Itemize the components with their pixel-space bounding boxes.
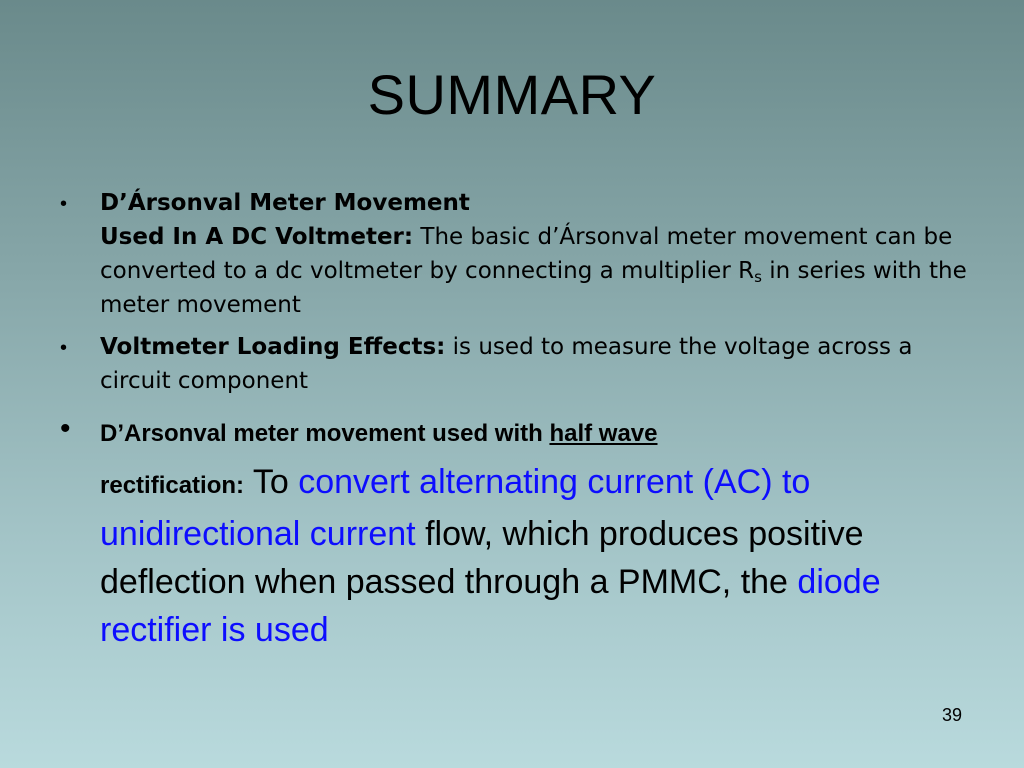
bullet-item-loading-effects — [58, 330, 968, 398]
bullet-icon: • — [60, 193, 68, 215]
bullet-text: The basic d’Ársonval meter movement can be converted to a dc voltmeter by connecting a multiplier R — [100, 224, 953, 284]
subscript-text: s — [754, 268, 762, 286]
slide-title: SUMMARY — [367, 63, 657, 126]
highlighted-text-end: diode rectifier is used — [100, 563, 881, 649]
bullet-list — [58, 186, 968, 654]
page-number: 39 — [941, 705, 962, 725]
bullet-text-continued: flow, which produces positive deflection when passed through a PMMC, the — [100, 515, 864, 601]
bullet-label: D’Arsonval meter movement used with — [100, 420, 550, 447]
bullet-heading: D’Ársonval Meter Movement — [100, 190, 470, 216]
bullet-text-continued: in series with the meter movement — [100, 258, 967, 318]
bullet-label: Voltmeter Loading Effects: — [100, 334, 446, 360]
highlighted-text: convert alternating current (AC) to unidirectional current — [100, 463, 811, 553]
bullet-item-dc-voltmeter — [58, 186, 968, 322]
bullet-icon: • — [60, 412, 71, 445]
bullet-icon: • — [60, 337, 68, 359]
bullet-text: is used to measure the voltage across a circuit component — [100, 334, 913, 394]
bullet-text: To — [244, 463, 299, 501]
bullet-label: Used In A DC Voltmeter: — [100, 224, 414, 250]
bullet-label-continued: rectification: — [100, 472, 245, 499]
bullet-label-underlined: half wave — [549, 420, 658, 447]
bullet-item-half-wave — [58, 406, 968, 654]
